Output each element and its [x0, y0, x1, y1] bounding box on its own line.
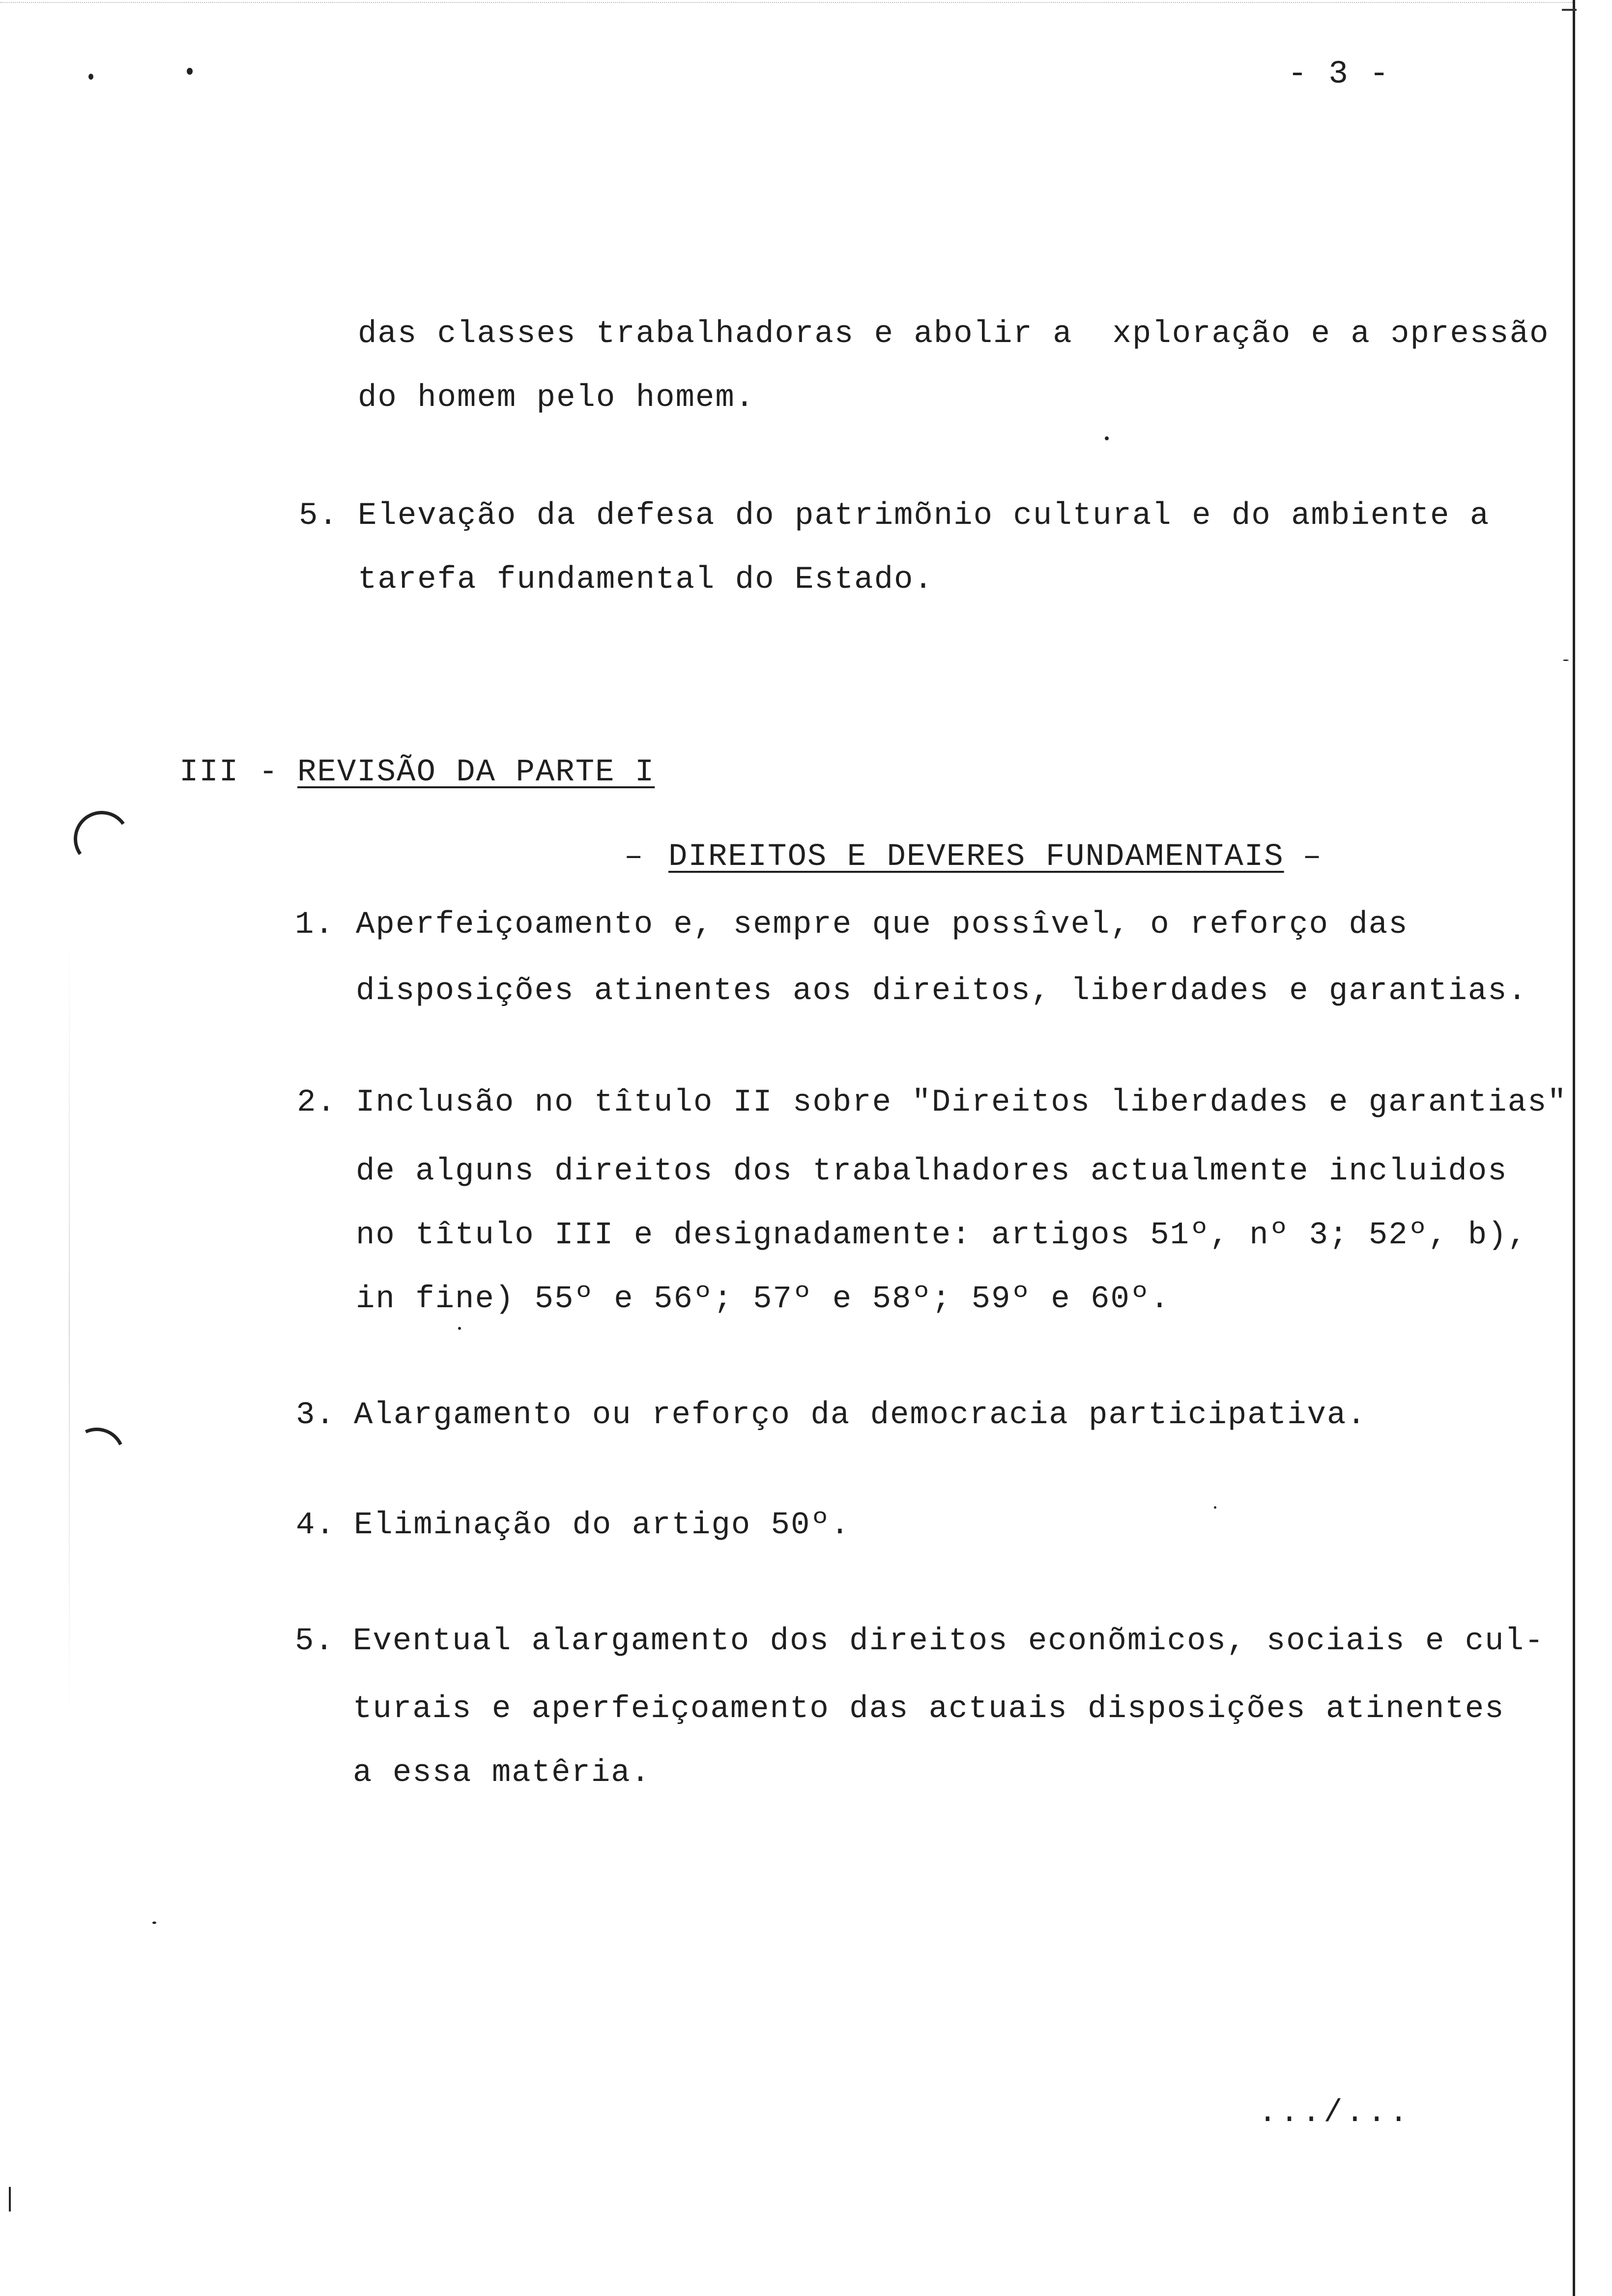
list-item-text: tarefa fundamental do Estado.: [358, 562, 934, 598]
scan-speck: [152, 1922, 156, 1924]
section-subtitle-dash: –: [624, 839, 664, 875]
section-subtitle-dash: –: [1283, 839, 1323, 875]
list-item-text: no tîtulo III e designadamente: artigos 51º, nº 3; 52º, b),: [356, 1218, 1527, 1253]
scan-speck: [1214, 1506, 1216, 1509]
list-item-number: 4.: [296, 1508, 336, 1543]
list-item-number: 2.: [297, 1085, 337, 1120]
list-item-text: Inclusão no tîtulo II sobre "Direitos liberdades e garantias": [356, 1085, 1567, 1120]
scan-speck: [9, 2187, 11, 2211]
list-item-text: de alguns direitos dos trabalhadores actualmente incluidos: [356, 1154, 1508, 1189]
punch-hole-mark: [61, 1420, 133, 1492]
list-item-text: disposições atinentes aos direitos, liberdades e garantias.: [356, 974, 1527, 1009]
continuation-marker: .../...: [1258, 2095, 1411, 2131]
list-item-number: 5.: [299, 498, 339, 534]
list-item-number: 1.: [295, 907, 335, 943]
section-subtitle: DIREITOS E DEVERES FUNDAMENTAIS: [668, 839, 1284, 875]
list-item-text: turais e aperfeiçoamento das actuais disposições atinentes: [353, 1692, 1505, 1727]
scan-speck: [458, 1327, 461, 1330]
scan-speck: [1105, 436, 1109, 440]
intro-line: do homem pelo homem.: [358, 380, 755, 416]
list-item-text: Alargamento ou reforço da democracia participativa.: [354, 1398, 1367, 1433]
list-item-text: Elevação da defesa do patrimõnio cultural e do ambiente a: [358, 498, 1490, 534]
scan-left-margin-line: [69, 934, 70, 1720]
section-title: REVISÃO DA PARTE I: [297, 755, 655, 790]
page-number: - 3 -: [1288, 56, 1390, 92]
intro-line: das classes trabalhadoras e abolir a xploração e a ɔpressão: [358, 316, 1550, 352]
list-item-text: Eliminação do artigo 50º.: [354, 1508, 851, 1543]
section-numeral: III -: [179, 755, 279, 790]
list-item-number: 3.: [296, 1398, 336, 1433]
list-item-text: a essa matêria.: [353, 1755, 651, 1791]
list-item-text: Aperfeiçoamento e, sempre que possîvel, o reforço das: [356, 907, 1409, 943]
scan-speck: [1563, 660, 1569, 661]
scan-edge-tick: [1562, 9, 1577, 11]
scan-speck: [187, 68, 193, 75]
scan-speck: [88, 74, 93, 80]
punch-hole-mark: [69, 806, 134, 871]
list-item-text: Eventual alargamento dos direitos econõmicos, sociais e cul-: [353, 1624, 1545, 1659]
list-item-number: 5.: [295, 1624, 335, 1659]
list-item-text: in fine) 55º e 56º; 57º e 58º; 59º e 60º.: [356, 1282, 1170, 1317]
scan-right-edge-line: [1573, 0, 1575, 2296]
scan-top-edge: [0, 2, 1573, 4]
